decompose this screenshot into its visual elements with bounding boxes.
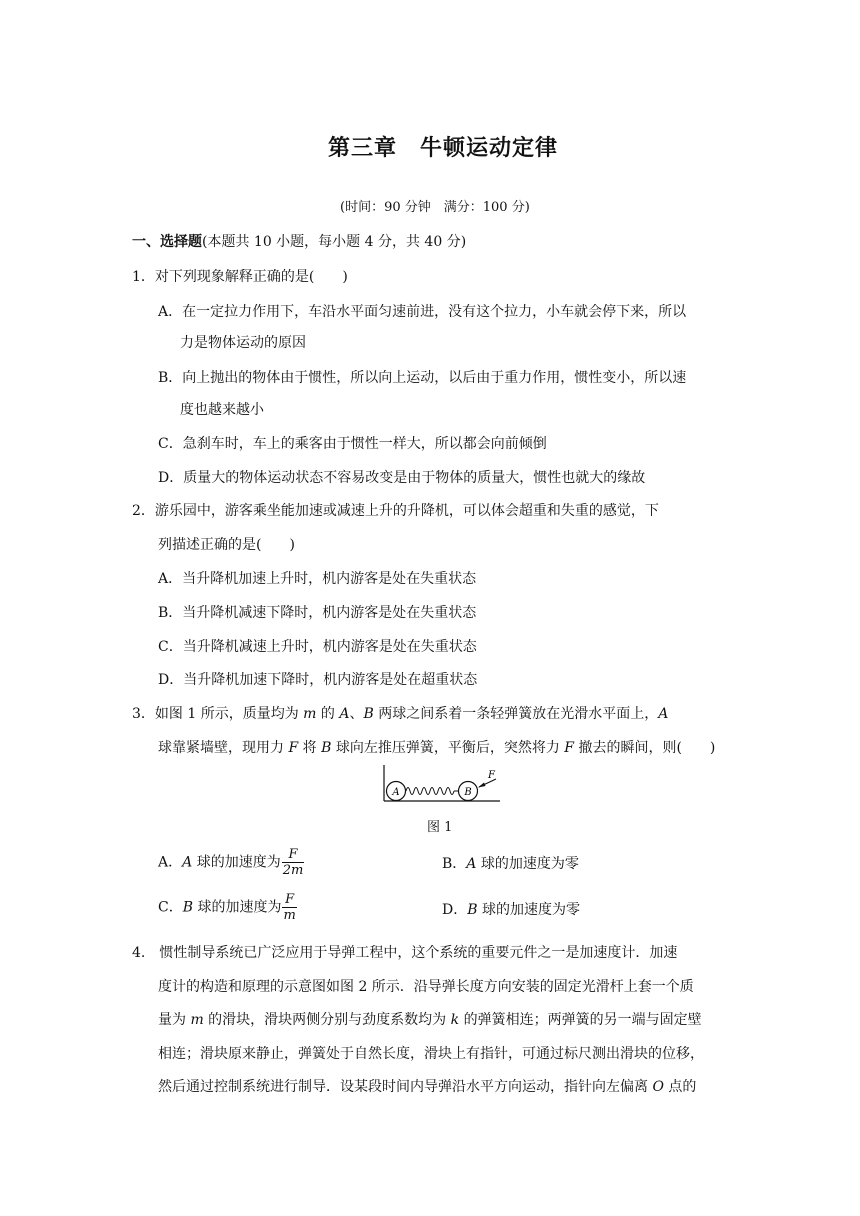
figure-1-spring-diagram — [380, 763, 504, 809]
q4-text: 的滑块，滑块两侧分别与劲度系数均为 — [203, 1012, 451, 1028]
option-text: 球的加速度为 — [193, 899, 282, 916]
option-letter: C． — [158, 899, 183, 916]
section-label: 一、选择题 — [132, 234, 202, 250]
q3-text: 的 — [316, 706, 340, 722]
spring-coil — [406, 788, 454, 795]
option-letter: D． — [442, 902, 468, 918]
q3-var-f: F — [564, 740, 574, 756]
q4-line1: 4. 惯性制导系统已广泛应用于导弹工程中，这个系统的重要元件之一是加速度计．加速 — [132, 945, 678, 961]
q3-option-b — [442, 853, 579, 873]
q4-text: 的弹簧相连；两弹簧的另一端与固定壁 — [459, 1012, 702, 1028]
q3-text: 、 — [349, 706, 364, 722]
q4-var-o: O — [652, 1079, 664, 1095]
fraction-denominator: m — [283, 908, 296, 923]
q3-var-m: m — [303, 706, 317, 722]
option-text: 球的加速度为零 — [477, 902, 580, 918]
q3-var: B — [182, 899, 194, 916]
option-letter: A． — [158, 854, 183, 871]
q1-option-a-line1: A．在一定拉力作用下，车沿水平面匀速前进，没有这个拉力，小车就会停下来，所以 — [158, 304, 687, 320]
fraction-numerator: F — [282, 847, 305, 863]
q4-text: 然后通过控制系统进行制导．设某段时间内导弹沿水平方向运动，指针向左偏离 — [158, 1079, 653, 1095]
q2-option-c: C．当升降机减速上升时，机内游客是处在失重状态 — [158, 639, 477, 655]
q3-stem-line1 — [132, 703, 668, 723]
q3-var-f: F — [288, 740, 299, 756]
q3-var: B — [467, 902, 478, 918]
q3-var-b: B — [363, 706, 374, 722]
fraction — [282, 847, 305, 878]
fraction — [282, 892, 296, 923]
q1-stem: 1．对下列现象解释正确的是( ) — [132, 269, 348, 285]
option-text: 球的加速度为 — [192, 854, 281, 871]
q4-line2: 度计的构造和原理的示意图如图 2 所示．沿导弹长度方向安装的固定光滑杆上套一个质 — [158, 979, 694, 995]
q3-var-a: A — [658, 706, 669, 722]
q3-text: 撤去的瞬间，则( ) — [574, 740, 716, 756]
q1-option-b-line2: 度也越来越小 — [180, 402, 264, 418]
q4-line5 — [158, 1076, 696, 1096]
q3-option-a — [158, 847, 304, 878]
q1-option-b-line1: B．向上抛出的物体由于惯性，所以向上运动，以后由于重力作用，惯性变小，所以速 — [158, 370, 687, 386]
option-text: 球的加速度为零 — [476, 856, 579, 872]
q3-var-b: B — [321, 740, 332, 756]
q4-line3 — [158, 1009, 702, 1029]
q2-option-b: B．当升降机减速下降时，机内游客是处在失重状态 — [158, 605, 477, 621]
q2-stem-line1: 2．游乐园中，游客乘坐能加速或减速上升的升降机，可以体会超重和失重的感觉，下 — [132, 503, 659, 519]
q3-var-a: A — [339, 706, 350, 722]
q3-text: 两球之间系着一条轻弹簧放在光滑水平面上， — [373, 706, 659, 722]
q1-option-a-line2: 力是物体运动的原因 — [180, 335, 306, 351]
q3-text: 球靠紧墙壁，现用力 — [158, 740, 289, 756]
section-note: (本题共 10 小题，每小题 4 分，共 40 分) — [202, 234, 467, 250]
q1-option-d: D．质量大的物体运动状态不容易改变是由于物体的质量大，惯性也就大的缘故 — [158, 470, 646, 486]
force-label: F — [488, 770, 495, 781]
q4-var-m: m — [190, 1012, 204, 1028]
ball-b-label: B — [464, 787, 472, 798]
ball-a-label: A — [392, 787, 400, 798]
figure-1-caption: 图 1 — [427, 820, 453, 835]
q3-option-c — [158, 892, 297, 923]
q3-var: A — [182, 854, 193, 871]
q3-text: 3．如图 1 所示，质量均为 — [132, 706, 304, 722]
q2-option-d: D．当升降机加速下降时，机内游客是处在超重状态 — [158, 672, 478, 688]
q3-var: A — [466, 856, 477, 872]
q1-option-c: C．急刹车时，车上的乘客由于惯性一样大，所以都会向前倾倒 — [158, 436, 547, 452]
fraction-denominator: 2m — [282, 863, 304, 878]
q2-stem-line2: 列描述正确的是( ) — [158, 537, 295, 553]
q4-line4: 相连；滑块原来静止，弹簧处于自然长度，滑块上有指针，可通过标尺测出滑块的位移， — [158, 1046, 704, 1062]
option-letter: B． — [442, 856, 467, 872]
fraction-numerator: F — [282, 892, 296, 908]
chapter-title: 第三章 牛顿运动定律 — [328, 136, 559, 161]
q3-stem-line2 — [158, 737, 715, 757]
force-arrow-head — [478, 783, 486, 788]
q4-var-k: k — [450, 1012, 460, 1028]
section-heading — [132, 231, 466, 251]
q4-text: 点的 — [663, 1079, 697, 1095]
q2-option-a: A．当升降机加速上升时，机内游客是处在失重状态 — [158, 571, 477, 587]
q4-text: 量为 — [158, 1012, 191, 1028]
q3-text: 球向左推压弹簧，平衡后，突然将力 — [331, 740, 565, 756]
exam-info: (时间：90 分钟 满分：100 分) — [340, 200, 530, 215]
q3-option-d — [442, 899, 580, 919]
q3-text: 将 — [298, 740, 322, 756]
